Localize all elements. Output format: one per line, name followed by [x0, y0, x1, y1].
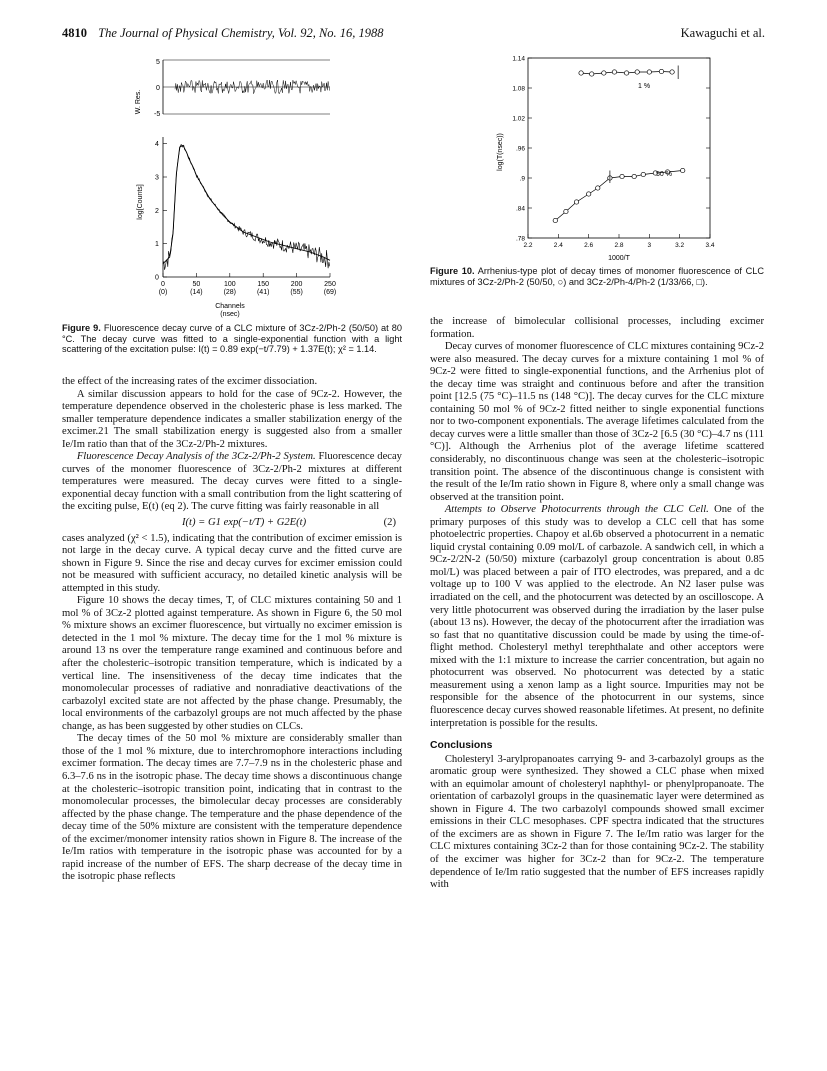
- journal-citation: The Journal of Physical Chemistry, Vol. 92, No. 16, 1988: [98, 26, 384, 40]
- fig10-ytick-label: .84: [515, 205, 525, 213]
- fig9-residual-panel: [135, 59, 330, 118]
- fig10-point-50pct: [681, 168, 685, 172]
- fig10-ylabel: log(T(nsec)): [497, 133, 504, 171]
- fig10-point-1pct: [579, 71, 583, 75]
- fig10-point-1pct: [590, 72, 594, 76]
- equation-text: I(t) = G1 exp(−t/T) + G2E(t): [182, 517, 307, 529]
- figure-10-label: Figure 10.: [430, 266, 475, 276]
- fig10-ytick-label: .96: [515, 145, 525, 153]
- figure-9-caption-text: Fluorescence decay curve of a CLC mixture of 3Cz-2/Ph-2 (50/50) at 80 °C. The decay curve was fitted to a single-exponential function with a light scattering of the excitation pulse: I(t) = 0.89 exp(−t/7.79) + 1.37E(t); χ² = 1.14.: [62, 323, 402, 355]
- fig10-point-1pct: [659, 69, 663, 73]
- fig10-point-1pct: [635, 70, 639, 74]
- paragraph: Attempts to Observe Photocurrents through the CLC Cell. One of the primary purposes of this study was to develop a CLC cell that has some photoelectric properties. Chapoy et al.6b observed a photocurrent in a nematic liquid crystal containing 0.09 mol/L of carbazole. A sandwich cell, in which a 9Cz-2/2N-2 (50/50) mixture (carbazolyl group concentration is about 0.85 mol/L) was placed between a pair of ITO electrodes, was prepared, and a dc voltage up to 100 V was applied to the electrode. An N2 laser pulse was irradiated on the cell, and the photocurrent was detected by an oscilloscope. A very little photocurrent was observed during the irradiation by the laser pulse (about 13 ns). However, the decay of the photocurrent after the irradiation was so fast that no quantitative discussion could be made by using the time-of-flight method. Cholesteryl methyl terephthalate and other acceptors were mixed with the 1:1 mixture to increase the carrier concentration, but again no photocurrent was observed. No photocurrent was detected by a static measurement using a xenon lamp as a light source. Impurities may not be responsible for the absence of the photocurrent in our systems, since fluorescence decay curves showed reasonable lifetimes. At present, no definite interpretation is possible for the results.: [430, 504, 764, 729]
- figure-9: [130, 52, 390, 322]
- paragraph: Decay curves of monomer fluorescence of CLC mixtures containing 9Cz-2 were also measured. The decay curves for a mixture containing 1 mol % of 9Cz-2 were fitted to single-exponential functions, and the Arrhenius plot of the decay time was straight and continuous before and after the transition point [12.5 (75 °C)–11.5 ns (148 °C)]. The decay curves for the CLC mixture containing 50 mol % of 9Cz-2 fitted neither to single exponential functions nor to two-component exponentials. The average lifetimes calculated from the decay curves were a little smaller than those of 3Cz-2 [6.5 (30 °C)–4.7 ns (111 °C)]. Although the Arrhenius plot of the average lifetime scattered considerably, no discontinuous change was seen at the cholesteric–isotropic transition point. The absence of the discontinuous change is consistent with the result of the Ie/Im ratio shown in Figure 8, where only a small change was observed at the transition point.: [430, 341, 764, 503]
- fig9-ytick-label: 1: [155, 241, 159, 249]
- authors: Kawaguchi et al.: [680, 26, 765, 40]
- paragraph: the increase of bimolecular collisional processes, including excimer formation.: [430, 316, 764, 340]
- running-header: [62, 26, 765, 44]
- fig10-point-50pct: [553, 218, 557, 222]
- figure-9-label: Figure 9.: [62, 323, 101, 333]
- fig9-xtick-label: 250: [324, 281, 336, 288]
- fig9-res-tick: -5: [154, 111, 161, 118]
- fig10-point-50pct: [574, 200, 578, 204]
- fig9-xtick-ns-label: (69): [323, 289, 337, 296]
- fig10-xtick-label: 2.8: [614, 242, 624, 249]
- left-column: [62, 376, 402, 884]
- fig10-point-50pct: [632, 174, 636, 178]
- fig9-xlabel-unit: (nsec): [220, 311, 240, 318]
- fig9-xtick-label: 100: [223, 281, 236, 288]
- fig10-ytick-label: 1.08: [512, 85, 525, 93]
- paragraph: A similar discussion appears to hold for the case of 9Cz-2. However, the temperature dependence observed in the cholesteric phase is less marked. The smaller temperature dependence indicates a smaller stabilization energy of the excimer.21 The small stabilization energy is suggested also from a smaller Ie/Im ratio than that of the 3Cz-2/Ph-2 mixtures.: [62, 388, 402, 450]
- subsection-heading: Fluorescence Decay Analysis of the 3Cz-2/Ph-2 System.: [76, 451, 316, 463]
- figure-10-caption: [430, 266, 764, 287]
- fig9-res-label: W. Res.: [135, 89, 142, 115]
- figure-9-caption: [62, 323, 402, 355]
- fig10-point-1pct: [670, 70, 674, 74]
- fig10-xtick-label: 2.2: [523, 242, 533, 249]
- fig9-res-tick: 0: [156, 85, 160, 92]
- fig10-xtick-label: 2.6: [584, 242, 594, 249]
- fig9-ytick-label: 3: [155, 174, 159, 182]
- fig10-series-50-line: [555, 171, 682, 221]
- fig9-xtick-ns-label: (55): [290, 289, 303, 296]
- fig10-xlabel: 1000/T: [608, 255, 630, 262]
- fig9-xtick-label: 50: [192, 281, 201, 288]
- paragraph: cases analyzed (χ² < 1.5), indicating that the contribution of excimer emission is not large in the decay curve. A typical decay curve and the fitted curve are shown in Figure 9. Since the rise and decay curves for excimer emission could not be measured with sufficient accuracy, no detailed kinetic analysis will be attempted in this study.: [62, 532, 402, 594]
- section-heading-conclusions: Conclusions: [430, 740, 493, 752]
- figure-10: [490, 52, 730, 267]
- fig10-point-1pct: [602, 71, 606, 75]
- fig10-xtick-label: 3.2: [675, 242, 685, 249]
- fig9-main-panel: [137, 137, 336, 318]
- fig10-ytick-label: 1.14: [512, 55, 525, 63]
- fig10-ytick-label: .9: [519, 175, 525, 183]
- fig10-point-1pct: [612, 70, 616, 74]
- fig10-point-50pct: [641, 172, 645, 176]
- fig9-fit-curve: [163, 145, 330, 263]
- equation-number: (2): [383, 517, 396, 529]
- fig9-xtick-label: 0: [161, 281, 165, 288]
- fig10-xtick-label: 3: [647, 242, 652, 249]
- fig9-xtick-label: 150: [257, 281, 270, 288]
- paragraph: Figure 10 shows the decay times, T, of CLC mixtures containing 50 and 1 mol % of 3Cz-2 plotted against temperature. As shown in Figure 6, the 50 mol % mixture shows an excimer fluorescence, but virtually no excimer emission is detected in the 1 mol % mixture. The decay time for the 1 mol % mixture is around 13 ns over the temperature range examined and continuous before and after the cholesteric–isotropic transition temperature, which is indicated by a vertical line. The insensitiveness of the decay time indicates that the monomolecular processes of radiative and nonradiative deactivations of the carbazolyl excited state are not affected by the phase change. Presumably, the local environments of the carbazolyl groups are not much affected by the phase change, as has been suggested by other studies on CLCs.: [62, 595, 402, 732]
- paragraph: The decay times of the 50 mol % mixture are considerably smaller than those of the 1 mol % mixture, due to interchromophore interactions including excimer formation. The decay times are 7.7–7.9 ns in the cholesteric phase and 6.3–7.6 ns in the isotropic phase. The decay time shows a discontinuous change at the cholesteric–isotropic transition point, indicating that in contrast to the monomolecular processes, the bimolecular decay processes are considerably affected by the phase change. The temperature and the phase dependence of the decay time of the 50% mixture are consistent with the temperature dependence of the excimer/monomer intensity ratios shown in Figure 8. The increase of the Ie/Im ratios with temperature in the isotropic phase was accounted for by a rapid increase of the number of EFS. The sharp decrease of the decay time in the isotropic phase reflects: [62, 733, 402, 883]
- fig10-point-50pct: [586, 192, 590, 196]
- fig9-ylabel: log[Counts]: [137, 184, 144, 220]
- fig10-series-label-50: 50 %: [656, 171, 672, 178]
- fig9-ytick-label: 2: [155, 207, 159, 215]
- fig9-ytick-label: 0: [155, 274, 159, 282]
- fig9-ytick-label: 4: [155, 141, 159, 149]
- fig10-xtick-label: 2.4: [553, 242, 563, 249]
- right-column: [430, 316, 764, 892]
- fig10-point-50pct: [596, 186, 600, 190]
- equation-2: [62, 514, 402, 533]
- fig10-point-1pct: [624, 71, 628, 75]
- fig9-xtick-ns-label: (14): [190, 289, 203, 296]
- fig10-point-50pct: [620, 174, 624, 178]
- fig10-ytick-label: .78: [515, 235, 525, 243]
- fig9-xlabel: Channels: [215, 303, 245, 310]
- subsection-heading: Attempts to Observe Photocurrents through the CLC Cell.: [444, 504, 709, 516]
- paragraph: Fluorescence Decay Analysis of the 3Cz-2/Ph-2 System. Fluorescence decay curves of the monomer fluorescence of 3Cz-2/Ph-2 mixtures at different temperatures were measured. The decay curves were fitted to a single-exponential decay function with a small contribution from the light scattering of the exciting pulse, E(t) (eq 2). The curve fitting was fairly reasonable in all: [62, 451, 402, 513]
- paragraph: Cholesteryl 3-arylpropanoates carrying 9- and 3-carbazolyl groups as the aromatic group were synthesized. They showed a CLC phase when mixed with an equimolar amount of cholesteryl naphthyl- or phenylpropanoate. The orientation of carbazolyl groups in the quasinematic layer were determined as shown in Figure 4. The two carbazolyl compounds showed small excimer emissions in their CLC mesophases. CPF spectra indicated that the structures of the excimers are as shown in Figure 7. The Ie/Im ratio was larger for the CLC mixtures containing 3Cz-2 than for those containing 9Cz-2. The stability of the excimer was higher for 3Cz-2 than for 9Cz-2. The temperature dependence of Ie/Im ratio suggested that the number of EFS increases rapidly with: [430, 753, 764, 891]
- paragraph: the effect of the increasing rates of the excimer dissociation.: [62, 376, 318, 387]
- fig9-xtick-ns-label: (41): [256, 289, 270, 296]
- fig9-res-tick: 5: [156, 59, 160, 66]
- fig10-ytick-label: 1.02: [512, 115, 525, 123]
- fig9-xtick-ns-label: (0): [158, 289, 168, 296]
- fig10-xtick-label: 3.4: [705, 242, 715, 249]
- page-number: 4810: [62, 26, 87, 40]
- fig10-series-label-1: 1 %: [638, 83, 651, 90]
- fig10-point-50pct: [564, 209, 568, 213]
- figure-10-caption-text: Arrhenius-type plot of decay times of monomer fluorescence of CLC mixtures of 3Cz-2/Ph-2 (50/50, ○) and 3Cz-2/Ph-4/Ph-2 (1/33/66, □).: [430, 266, 764, 287]
- fig10-point-1pct: [647, 70, 651, 74]
- fig9-xtick-label: 200: [290, 281, 303, 288]
- fig9-xtick-ns-label: (28): [223, 289, 237, 296]
